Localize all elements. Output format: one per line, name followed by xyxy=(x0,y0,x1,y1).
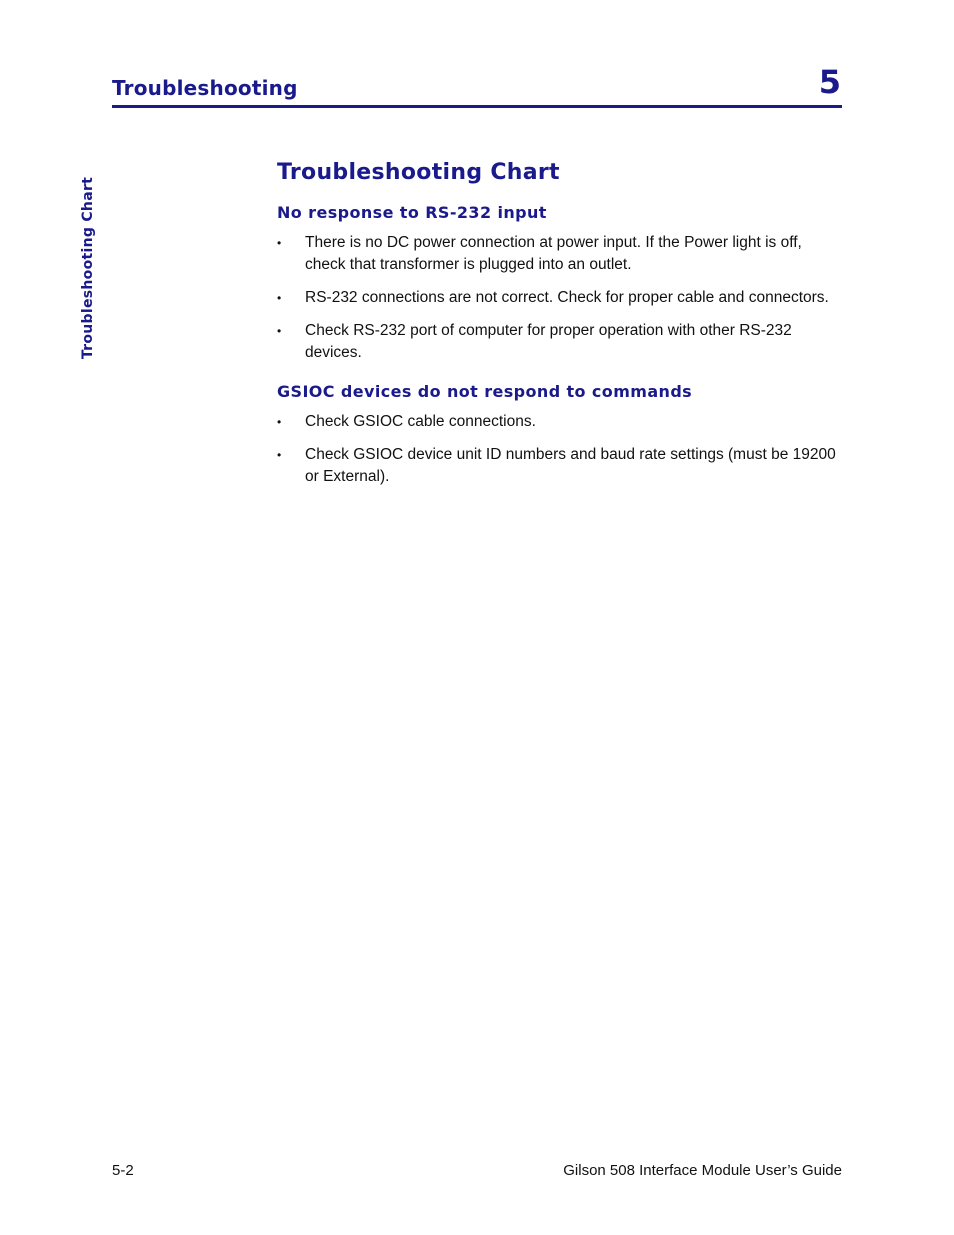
bullet-list-rs232 xyxy=(277,232,845,364)
list-item-text: There is no DC power connection at power input. If the Power light is off, check that transformer is plugged into an outlet. xyxy=(305,234,802,273)
list-item-text: Check RS-232 port of computer for proper operation with other RS-232 devices. xyxy=(305,322,792,361)
list-item-text: Check GSIOC device unit ID numbers and baud rate settings (must be 19200 or External). xyxy=(305,446,836,485)
chapter-title: Troubleshooting xyxy=(112,76,298,100)
section-title: Troubleshooting Chart xyxy=(277,160,560,185)
bullet-icon: • xyxy=(277,236,282,250)
side-tab-label: Troubleshooting Chart xyxy=(80,176,96,360)
list-item xyxy=(277,444,845,488)
header-rule xyxy=(112,105,842,108)
bullet-icon: • xyxy=(277,324,282,338)
list-item-text: RS-232 connections are not correct. Check for proper cable and connectors. xyxy=(305,289,829,306)
bullet-icon: • xyxy=(277,415,282,429)
footer-page-number: 5-2 xyxy=(112,1162,134,1179)
main-content xyxy=(277,160,845,499)
list-item-text: Check GSIOC cable connections. xyxy=(305,413,536,430)
bullet-icon: • xyxy=(277,291,282,305)
list-item xyxy=(277,411,845,433)
list-item xyxy=(277,287,845,309)
list-item xyxy=(277,320,845,364)
chapter-number: 5 xyxy=(818,63,841,101)
footer-guide-title: Gilson 508 Interface Module User’s Guide xyxy=(563,1162,842,1179)
sub-heading-rs232: No response to RS-232 input xyxy=(277,203,547,222)
sub-heading-gsioc: GSIOC devices do not respond to commands xyxy=(277,382,693,401)
bullet-icon: • xyxy=(277,448,282,462)
list-item xyxy=(277,232,845,276)
bullet-list-gsioc xyxy=(277,411,845,488)
group-spacer xyxy=(277,375,845,382)
